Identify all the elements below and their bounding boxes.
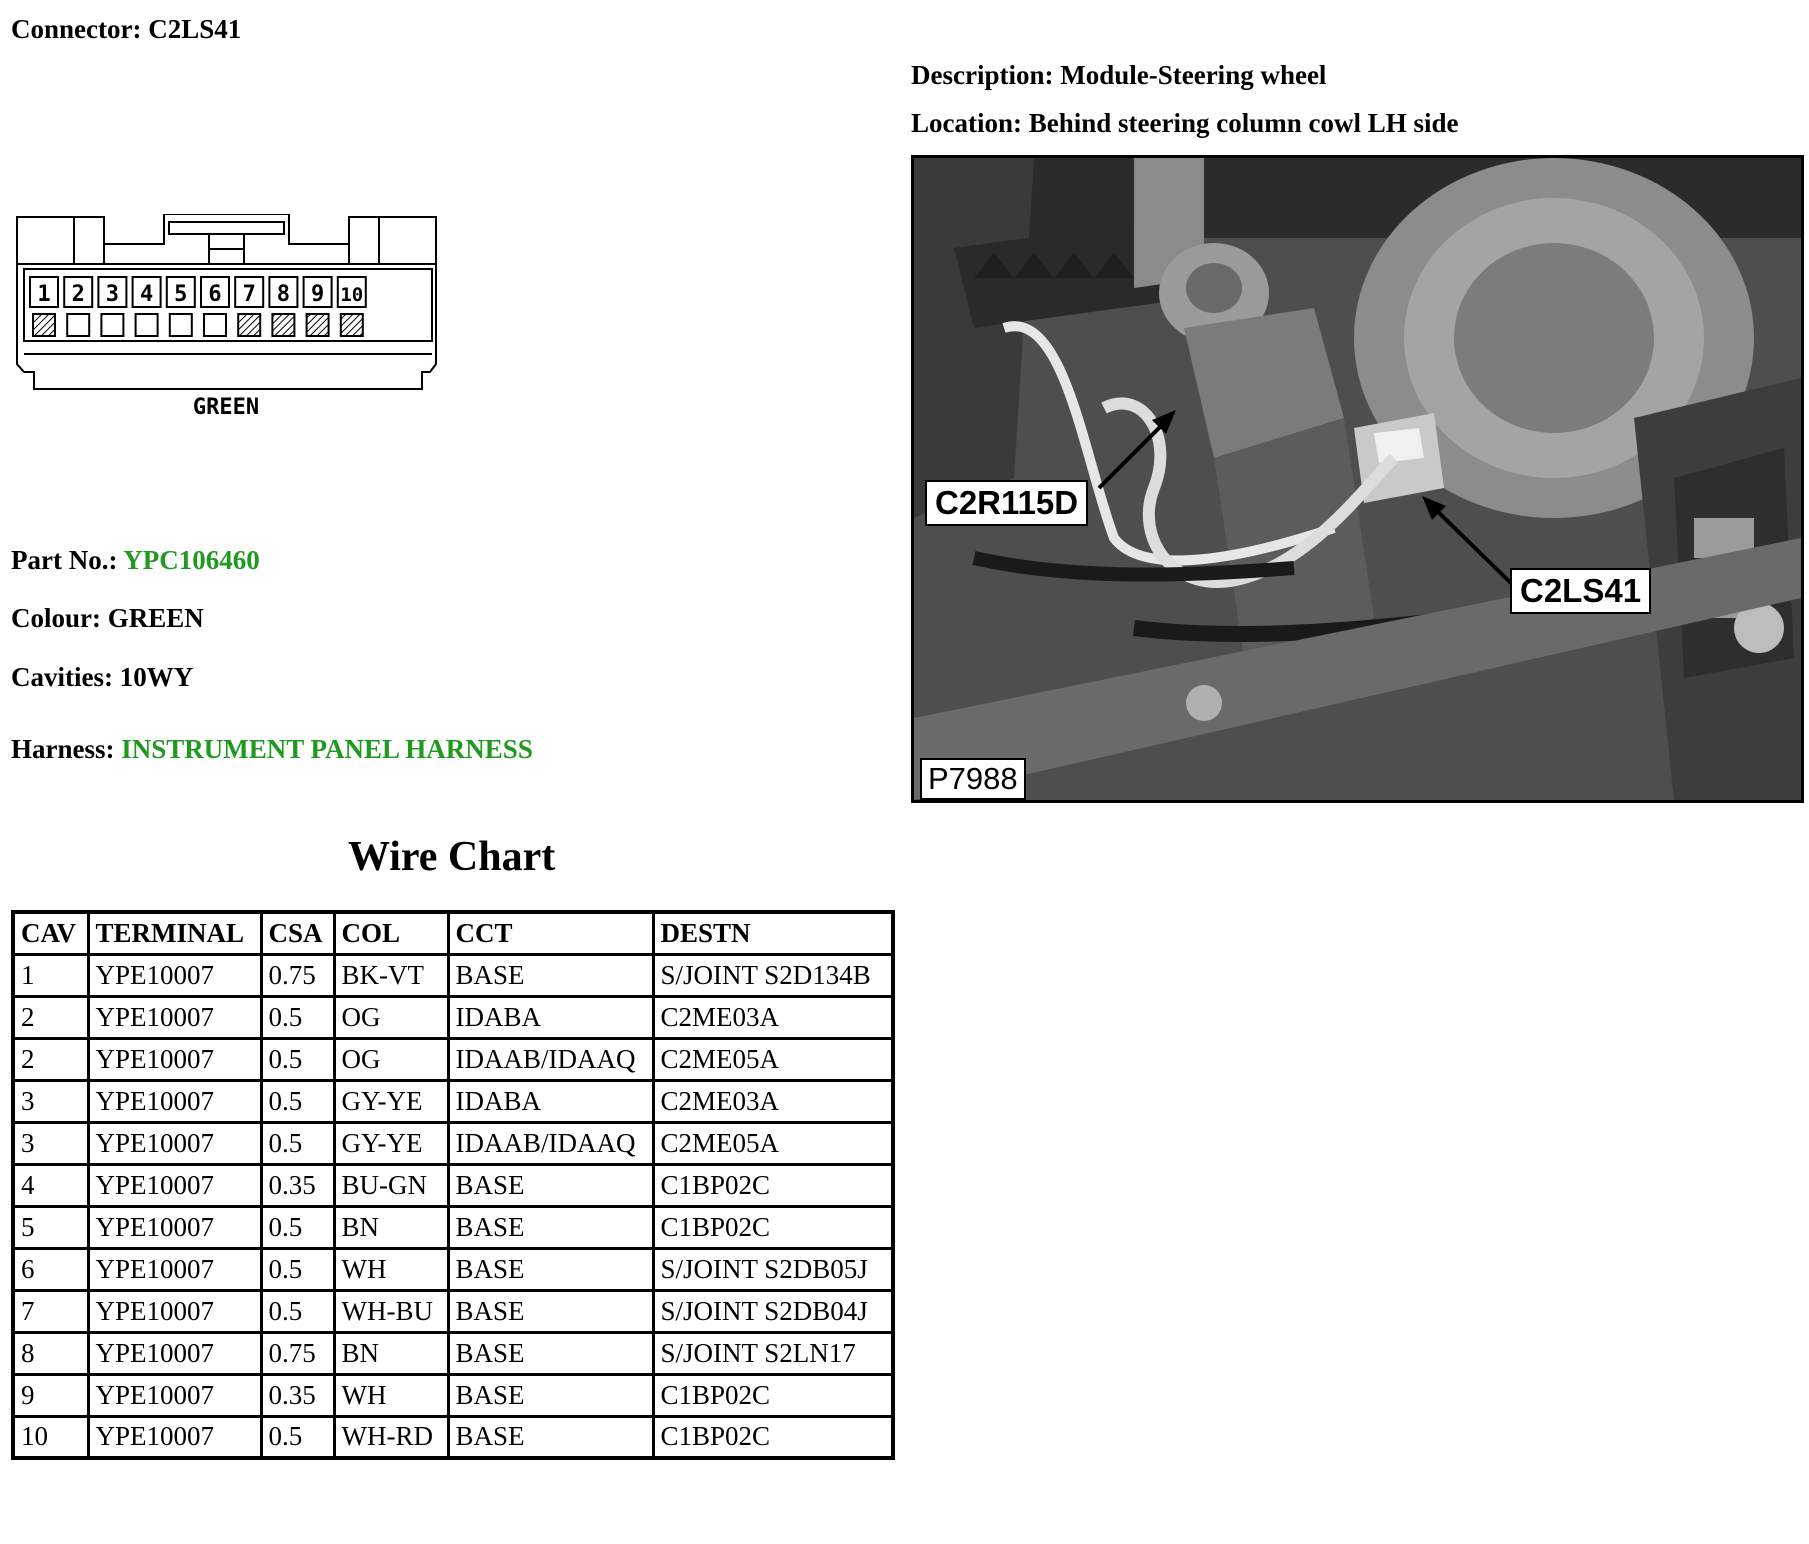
pin-number: 4 bbox=[139, 282, 154, 307]
column-header-terminal: TERMINAL bbox=[88, 912, 261, 954]
cavities-label: Cavities: bbox=[11, 662, 113, 692]
cell-col: OG bbox=[334, 1038, 448, 1080]
wire-chart-header-row bbox=[13, 912, 893, 954]
cell-cav: 10 bbox=[13, 1416, 88, 1458]
cell-destn: S/JOINT S2D134B bbox=[653, 954, 893, 996]
cell-terminal: YPE10007 bbox=[88, 1248, 261, 1290]
cell-csa: 0.75 bbox=[261, 954, 334, 996]
cell-terminal: YPE10007 bbox=[88, 1206, 261, 1248]
cell-col: WH-BU bbox=[334, 1290, 448, 1332]
cell-destn: C1BP02C bbox=[653, 1206, 893, 1248]
cell-terminal: YPE10007 bbox=[88, 996, 261, 1038]
pin-number: 9 bbox=[310, 282, 325, 307]
photo-code: P7988 bbox=[920, 758, 1026, 800]
cell-cav: 5 bbox=[13, 1206, 88, 1248]
cell-cav: 7 bbox=[13, 1290, 88, 1332]
cell-destn: C1BP02C bbox=[653, 1164, 893, 1206]
cell-cav: 3 bbox=[13, 1122, 88, 1164]
connector-face-diagram bbox=[14, 214, 450, 420]
table-row bbox=[13, 1080, 893, 1122]
part-no-line bbox=[11, 545, 260, 576]
cell-destn: C2ME03A bbox=[653, 996, 893, 1038]
harness-label: Harness: bbox=[11, 734, 115, 764]
connector-location-photo bbox=[911, 155, 1804, 803]
cell-cav: 2 bbox=[13, 996, 88, 1038]
pin-number: 1 bbox=[37, 282, 51, 307]
cavity-empty bbox=[170, 314, 192, 336]
cell-cct: BASE bbox=[448, 1248, 653, 1290]
cell-destn: C1BP02C bbox=[653, 1416, 893, 1458]
cell-csa: 0.5 bbox=[261, 1248, 334, 1290]
cell-terminal: YPE10007 bbox=[88, 1290, 261, 1332]
pin-number: 10 bbox=[340, 284, 364, 306]
table-row bbox=[13, 1206, 893, 1248]
cell-col: BU-GN bbox=[334, 1164, 448, 1206]
pin-number: 8 bbox=[276, 282, 291, 307]
colour-label: Colour: bbox=[11, 603, 101, 633]
photo-illustration bbox=[914, 158, 1801, 800]
cell-destn: S/JOINT S2DB04J bbox=[653, 1290, 893, 1332]
wire-chart-body bbox=[13, 954, 893, 1458]
cavity-populated bbox=[33, 314, 55, 336]
cell-csa: 0.35 bbox=[261, 1374, 334, 1416]
cell-destn: C2ME05A bbox=[653, 1122, 893, 1164]
pin-row bbox=[30, 277, 366, 336]
table-row bbox=[13, 1416, 893, 1458]
cavity-empty bbox=[101, 314, 123, 336]
cell-terminal: YPE10007 bbox=[88, 1122, 261, 1164]
diagram-color-label: GREEN bbox=[192, 395, 260, 420]
cell-col: GY-YE bbox=[334, 1080, 448, 1122]
connector-label: Connector: bbox=[11, 14, 142, 44]
cavity-empty bbox=[136, 314, 158, 336]
cavities-value: 10WY bbox=[119, 662, 194, 692]
location-line bbox=[911, 108, 1459, 139]
pin-number: 6 bbox=[208, 282, 222, 307]
cell-csa: 0.5 bbox=[261, 1416, 334, 1458]
cell-col: GY-YE bbox=[334, 1122, 448, 1164]
table-row bbox=[13, 954, 893, 996]
cell-cav: 4 bbox=[13, 1164, 88, 1206]
harness-value[interactable]: INSTRUMENT PANEL HARNESS bbox=[121, 734, 533, 764]
cell-col: WH bbox=[334, 1248, 448, 1290]
pin-number: 7 bbox=[242, 282, 256, 307]
harness-line bbox=[11, 734, 533, 765]
table-row bbox=[13, 996, 893, 1038]
cell-terminal: YPE10007 bbox=[88, 1374, 261, 1416]
cell-destn: C1BP02C bbox=[653, 1374, 893, 1416]
cell-destn: S/JOINT S2LN17 bbox=[653, 1332, 893, 1374]
cell-destn: C2ME03A bbox=[653, 1080, 893, 1122]
cell-destn: C2ME05A bbox=[653, 1038, 893, 1080]
column-header-col: COL bbox=[334, 912, 448, 954]
cell-destn: S/JOINT S2DB05J bbox=[653, 1248, 893, 1290]
cell-col: BK-VT bbox=[334, 954, 448, 996]
table-row bbox=[13, 1374, 893, 1416]
cell-cav: 8 bbox=[13, 1332, 88, 1374]
cell-cct: BASE bbox=[448, 1290, 653, 1332]
table-row bbox=[13, 1122, 893, 1164]
cell-cav: 6 bbox=[13, 1248, 88, 1290]
cell-cct: BASE bbox=[448, 1416, 653, 1458]
cell-col: WH-RD bbox=[334, 1416, 448, 1458]
cell-cct: BASE bbox=[448, 1206, 653, 1248]
table-row bbox=[13, 1038, 893, 1080]
cell-cct: IDABA bbox=[448, 996, 653, 1038]
cell-csa: 0.5 bbox=[261, 996, 334, 1038]
cell-cct: BASE bbox=[448, 1374, 653, 1416]
cell-col: WH bbox=[334, 1374, 448, 1416]
description-line bbox=[911, 60, 1326, 91]
pin-number: 3 bbox=[105, 282, 120, 307]
location-label: Location: bbox=[911, 108, 1022, 138]
connector-value: C2LS41 bbox=[148, 14, 242, 44]
cell-csa: 0.35 bbox=[261, 1164, 334, 1206]
cell-cav: 9 bbox=[13, 1374, 88, 1416]
cell-cct: IDAAB/IDAAQ bbox=[448, 1038, 653, 1080]
cell-csa: 0.5 bbox=[261, 1206, 334, 1248]
cell-cct: BASE bbox=[448, 1164, 653, 1206]
part-no-value[interactable]: YPC106460 bbox=[123, 545, 260, 575]
table-row bbox=[13, 1248, 893, 1290]
part-no-label: Part No.: bbox=[11, 545, 118, 575]
photo-callout-c2ls41: C2LS41 bbox=[1510, 568, 1651, 614]
cell-cct: BASE bbox=[448, 1332, 653, 1374]
pin-number: 2 bbox=[71, 282, 85, 307]
colour-value: GREEN bbox=[107, 603, 204, 633]
cell-csa: 0.75 bbox=[261, 1332, 334, 1374]
cell-cct: BASE bbox=[448, 954, 653, 996]
column-header-destn: DESTN bbox=[653, 912, 893, 954]
cell-terminal: YPE10007 bbox=[88, 954, 261, 996]
column-header-cct: CCT bbox=[448, 912, 653, 954]
column-header-csa: CSA bbox=[261, 912, 334, 954]
description-value: Module-Steering wheel bbox=[1060, 60, 1327, 90]
cell-cav: 2 bbox=[13, 1038, 88, 1080]
description-label: Description: bbox=[911, 60, 1054, 90]
wire-chart-table bbox=[11, 910, 895, 1460]
column-header-cav: CAV bbox=[13, 912, 88, 954]
cell-terminal: YPE10007 bbox=[88, 1080, 261, 1122]
cell-terminal: YPE10007 bbox=[88, 1416, 261, 1458]
table-row bbox=[13, 1290, 893, 1332]
cell-csa: 0.5 bbox=[261, 1290, 334, 1332]
cell-col: BN bbox=[334, 1332, 448, 1374]
cavity-populated bbox=[272, 314, 294, 336]
cell-terminal: YPE10007 bbox=[88, 1164, 261, 1206]
cavity-empty bbox=[204, 314, 226, 336]
cell-cct: IDABA bbox=[448, 1080, 653, 1122]
cell-col: OG bbox=[334, 996, 448, 1038]
location-value: Behind steering column cowl LH side bbox=[1028, 108, 1459, 138]
photo-callout-c2r115d: C2R115D bbox=[925, 480, 1088, 526]
wire-chart-title: Wire Chart bbox=[348, 834, 556, 880]
cell-cav: 3 bbox=[13, 1080, 88, 1122]
cell-terminal: YPE10007 bbox=[88, 1038, 261, 1080]
cavity-populated bbox=[341, 314, 363, 336]
cell-terminal: YPE10007 bbox=[88, 1332, 261, 1374]
colour-line bbox=[11, 603, 204, 634]
connector-line bbox=[11, 14, 241, 45]
cell-csa: 0.5 bbox=[261, 1038, 334, 1080]
cell-cct: IDAAB/IDAAQ bbox=[448, 1122, 653, 1164]
cell-csa: 0.5 bbox=[261, 1080, 334, 1122]
cell-csa: 0.5 bbox=[261, 1122, 334, 1164]
table-row bbox=[13, 1332, 893, 1374]
cell-cav: 1 bbox=[13, 954, 88, 996]
cavity-populated bbox=[307, 314, 329, 336]
table-row bbox=[13, 1164, 893, 1206]
cell-col: BN bbox=[334, 1206, 448, 1248]
cavity-populated bbox=[238, 314, 260, 336]
pin-number: 5 bbox=[174, 282, 188, 307]
cavities-line bbox=[11, 662, 193, 693]
cavity-empty bbox=[67, 314, 89, 336]
